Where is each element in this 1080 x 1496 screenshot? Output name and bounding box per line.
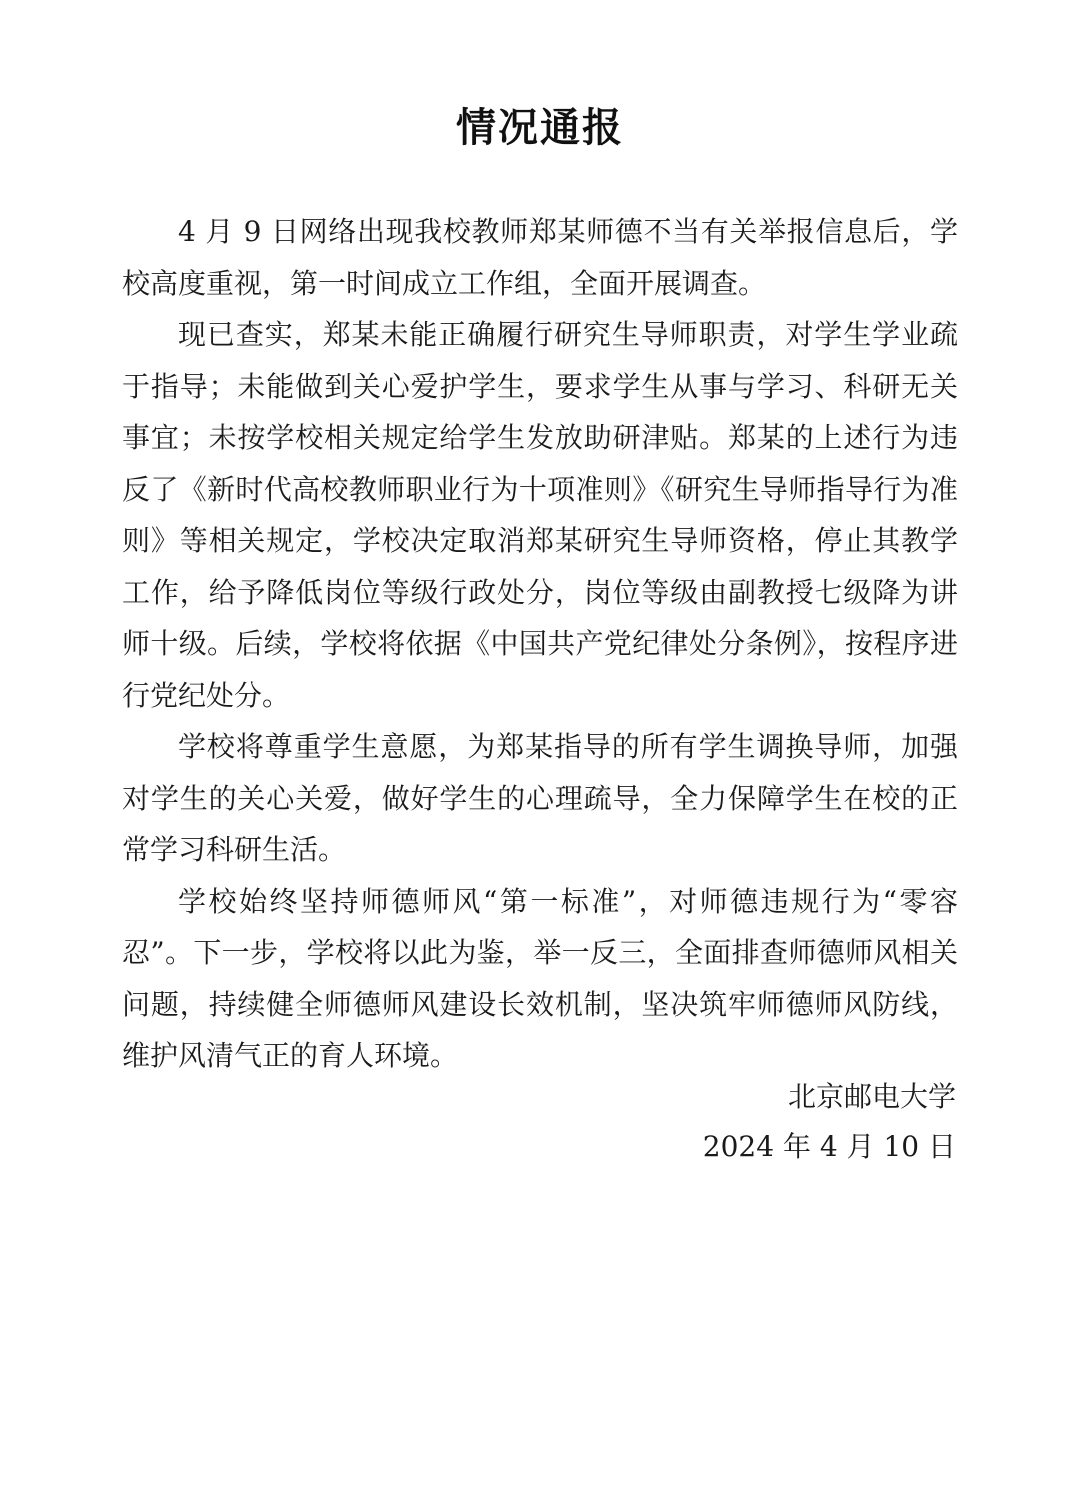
document-title: 情况通报 bbox=[456, 105, 624, 151]
signature-block bbox=[703, 1072, 956, 1172]
paragraph-3: 学校将尊重学生意愿，为郑某指导的所有学生调换导师，加强对学生的关心关爱，做好学生的心理疏导，全力保障学生在校的正常学习科研生活。 bbox=[122, 730, 958, 866]
signature-date: 2024 年 4 月 10 日 bbox=[702, 1130, 956, 1163]
signature-organization: 北京邮电大学 bbox=[787, 1080, 956, 1113]
document-body bbox=[122, 206, 958, 1082]
paragraph-4: 学校始终坚持师德师风“第一标准”，对师德违规行为“零容忍”。下一步，学校将以此为鉴，举一反三，全面排查师德师风相关问题，持续健全师德师风建设长效机制，坚决筑牢师德师风防线，维护风清气正的育人环境。 bbox=[122, 884, 958, 1072]
paragraph-2: 现已查实，郑某未能正确履行研究生导师职责，对学生学业疏于指导；未能做到关心爱护学生，要求学生从事与学习、科研无关事宜；未按学校相关规定给学生发放助研津贴。郑某的上述行为违反了《新时代高校教师职业行为十项准则》《研究生导师指导行为准则》等相关规定，学校决定取消郑某研究生导师资格，停止其教学工作，给予降低岗位等级行政处分，岗位等级由副教授七级降为讲师十级。后续，学校将依据《中国共产党纪律处分条例》，按程序进行党纪处分。 bbox=[122, 318, 958, 712]
paragraph-1: 4 月 9 日网络出现我校教师郑某师德不当有关举报信息后，学校高度重视，第一时间成立工作组，全面开展调查。 bbox=[122, 215, 958, 300]
